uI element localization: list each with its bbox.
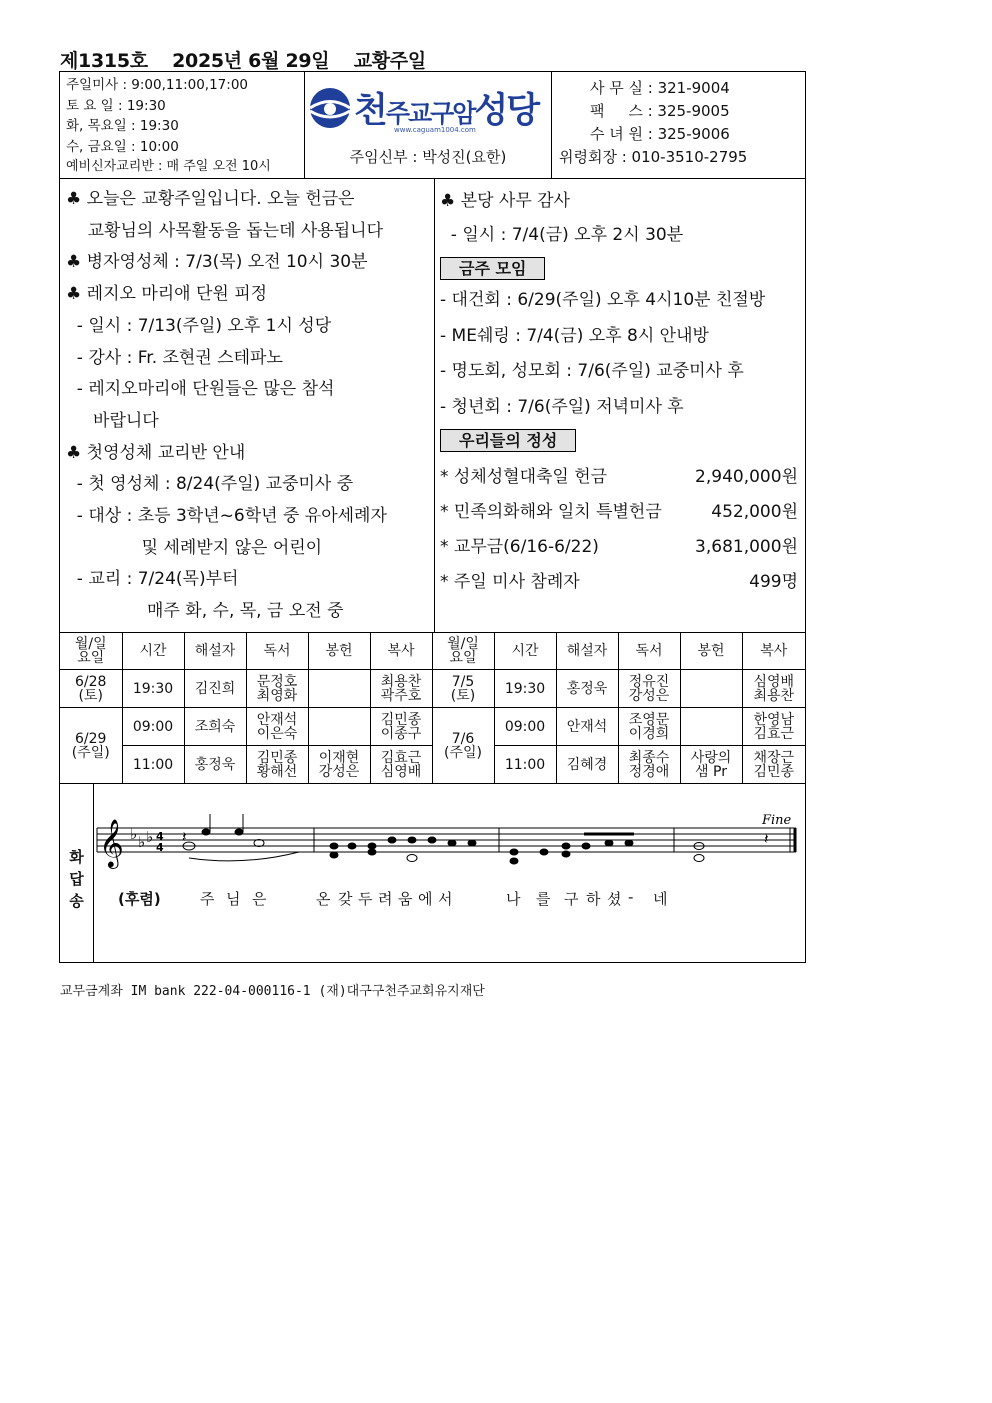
issue-feast: 교황주일 [353, 50, 426, 72]
psalm-label: 화 답 송 [60, 784, 94, 962]
header-section [60, 72, 805, 179]
church-logo-block [304, 72, 552, 178]
schedule-date-cell: 7/6 (주일) [432, 708, 494, 784]
offering-value: 452,000원 [711, 502, 798, 522]
schedule-cell: 김효근 심영배 [370, 746, 432, 784]
notice-line: 교황님의 사목활동을 돕는데 사용됩니다 [66, 220, 384, 241]
svg-text:♭: ♭ [138, 833, 146, 851]
mass-time-line: 주일미사 : 9:00,11:00,17:00 [66, 77, 249, 93]
church-logo [309, 85, 549, 135]
schedule-header-cell: 봉헌 [680, 632, 742, 670]
notice-line: 및 세례받지 않은 어린이 [66, 537, 323, 558]
offering-row [440, 530, 802, 565]
bulletin-frame [59, 71, 806, 963]
schedule-header-row [60, 632, 805, 670]
notice-line: ♣ 첫영성체 교리반 안내 [66, 442, 246, 463]
footer-account: 교무금계좌 IM bank 222-04-000116-1 (재)대구구천주교회유지재단 [60, 984, 485, 999]
contact-line: 위령회장 : 010-3510-2795 [559, 148, 748, 166]
schedule-cell: 19:30 [494, 670, 556, 708]
offerings-label: 우리들의 정성 [440, 429, 576, 452]
lyric-syllable: 나 [506, 890, 521, 908]
lyric-syllable: 움 [398, 890, 413, 908]
offering-row [440, 565, 802, 600]
offering-row [440, 495, 802, 530]
contact-line: 팩 스 : 325-9005 [590, 102, 730, 120]
offering-label: * 주일 미사 참례자 [440, 572, 580, 592]
mass-time-line: 예비신자교리반 : 매 주일 오전 10시 [66, 159, 271, 174]
audit-title: ♣ 본당 사무 감사 [440, 191, 570, 211]
schedule-cell: 정유진 강성은 [618, 670, 680, 708]
responsorial-psalm [60, 784, 805, 962]
contact-list [555, 77, 805, 169]
table-row [60, 708, 805, 746]
offering-value: 499명 [749, 572, 798, 592]
lyric-syllable: 구 [564, 890, 579, 908]
notices-section [60, 178, 805, 633]
notice-line: - 교리 : 7/24(목)부터 [66, 569, 239, 590]
lyric-syllable: - [628, 888, 634, 906]
meeting-item: - ME쉐링 : 7/4(금) 오후 8시 안내방 [440, 325, 709, 346]
lyric-syllable: 온 [316, 890, 331, 908]
schedule-header-cell: 복사 [370, 632, 432, 670]
schedule-header-cell: 독서 [246, 632, 308, 670]
notice-line: ♣ 병자영성체 : 7/3(목) 오전 10시 30분 [66, 252, 368, 273]
bulletin-title [60, 46, 444, 73]
lyric-syllable: 주 [200, 890, 215, 908]
schedule-cell: 한영남 김효근 [742, 708, 805, 746]
lyric-syllable: 려 [378, 890, 393, 908]
schedule-cell: 홍정욱 [556, 670, 618, 708]
schedule-cell: 09:00 [122, 708, 184, 746]
pastor-name: 주임신부 : 박성진(요한) [349, 148, 507, 166]
lyric-syllable: 갖 [338, 890, 353, 908]
notice-line: - 강사 : Fr. 조현권 스테파노 [66, 347, 283, 368]
schedule-cell: 김민종 이종구 [370, 708, 432, 746]
notice-line: 바랍니다 [66, 410, 159, 431]
offering-label: * 민족의화해와 일치 특별헌금 [440, 502, 662, 522]
svg-text:𝄽: 𝄽 [764, 830, 769, 848]
globe-icon [309, 87, 351, 129]
svg-text:4: 4 [156, 841, 164, 854]
notice-line: - 일시 : 7/13(주일) 오후 1시 성당 [66, 315, 332, 336]
svg-text:𝄽: 𝄽 [182, 828, 187, 846]
mass-times [66, 75, 271, 178]
schedule-cell: 최용찬 곽주호 [370, 670, 432, 708]
schedule-cell: 11:00 [494, 746, 556, 784]
schedule-header-cell: 시간 [494, 632, 556, 670]
schedule-cell [680, 670, 742, 708]
mass-time-line: 수, 금요일 : 10:00 [66, 138, 179, 155]
schedule-header-cell: 해설자 [556, 632, 618, 670]
schedule-cell: 이재현 강성은 [308, 746, 370, 784]
left-notices [66, 184, 434, 628]
mass-time-line: 토 요 일 : 19:30 [66, 97, 166, 114]
lyric-syllable: 네 [653, 890, 668, 908]
schedule-cell: 조영문 이경희 [618, 708, 680, 746]
notice-line: - 대상 : 초등 3학년~6학년 중 유아세례자 [66, 506, 387, 527]
schedule-cell: 안재석 [556, 708, 618, 746]
schedule-cell: 김진희 [184, 670, 246, 708]
schedule-cell: 김혜경 [556, 746, 618, 784]
svg-text:𝄞: 𝄞 [99, 818, 124, 867]
schedule-cell: 사랑의 샘 Pr [680, 746, 742, 784]
lyric-syllable: 두 [358, 890, 373, 908]
schedule-header-cell: 복사 [742, 632, 805, 670]
lyric-syllable: 셨 [607, 890, 622, 908]
table-row [60, 670, 805, 708]
offering-label: * 성체성혈대축일 헌금 [440, 467, 608, 487]
contact-line: 수 녀 원 : 325-9006 [590, 125, 730, 143]
schedule-cell: 채장근 김민종 [742, 746, 805, 784]
lyric-syllable: 를 [536, 890, 551, 908]
svg-text:Fine: Fine [762, 813, 792, 828]
meetings-list [440, 283, 802, 425]
schedule-header-cell: 해설자 [184, 632, 246, 670]
schedule-cell: 6/28 (토) [60, 670, 122, 708]
liturgy-schedule-table [60, 632, 805, 784]
schedule-cell: 조희숙 [184, 708, 246, 746]
schedule-header-cell: 월/일 요일 [432, 632, 494, 670]
schedule-cell [308, 670, 370, 708]
offering-row [440, 460, 802, 495]
meeting-item: - 명도회, 성모회 : 7/6(주일) 교중미사 후 [440, 361, 744, 381]
issue-date: 2025년 6월 29일 [172, 50, 330, 72]
schedule-cell: 문정호 최영화 [246, 670, 308, 708]
contact-line: 사 무 실 : 321-9004 [590, 79, 730, 97]
column-divider [434, 178, 435, 632]
schedule-cell: 심영배 최용찬 [742, 670, 805, 708]
schedule-cell: 최종수 정경애 [618, 746, 680, 784]
schedule-cell: 홍정욱 [184, 746, 246, 784]
right-notices [440, 184, 802, 600]
notice-line: ♣ 오늘은 교황주일입니다. 오늘 헌금은 [66, 189, 355, 209]
schedule-cell: 19:30 [122, 670, 184, 708]
notice-line: 매주 화, 수, 목, 금 오전 중 [66, 601, 344, 622]
music-staff [94, 784, 805, 962]
svg-text:♭: ♭ [146, 828, 154, 846]
offering-value: 2,940,000원 [695, 467, 798, 487]
logo-url: www.caguam1004.com [394, 126, 476, 134]
logo-wordmark: 천주교구암성당 [354, 91, 539, 131]
schedule-date-cell: 6/29 (주일) [60, 708, 122, 784]
svg-text:4: 4 [156, 830, 164, 843]
notice-line: - 첫 영성체 : 8/24(주일) 교중미사 중 [66, 474, 354, 495]
meeting-item: - 청년회 : 7/6(주일) 저녁미사 후 [440, 396, 684, 417]
lyric-syllable: 에 [418, 890, 433, 908]
schedule-header-cell: 시간 [122, 632, 184, 670]
schedule-cell: 11:00 [122, 746, 184, 784]
mass-time-line: 화, 목요일 : 19:30 [66, 118, 179, 134]
schedule-cell: 7/5 (토) [432, 670, 494, 708]
lyric-syllable: 하 [586, 890, 601, 908]
notice-line: - 레지오마리애 단원들은 많은 참석 [66, 379, 335, 400]
svg-text:♭: ♭ [130, 825, 138, 843]
schedule-cell [680, 708, 742, 746]
notice-line: ♣ 레지오 마리애 단원 피정 [66, 284, 268, 305]
schedule-cell [308, 708, 370, 746]
lyric-syllable: 서 [438, 890, 453, 908]
offering-label: * 교무금(6/16-6/22) [440, 537, 599, 557]
schedule-header-cell: 월/일 요일 [60, 632, 122, 670]
schedule-header-cell: 독서 [618, 632, 680, 670]
psalm-refrain-label: (후렴) [118, 890, 161, 908]
lyric-syllable: 은 [252, 890, 267, 908]
audit-detail: - 일시 : 7/4(금) 오후 2시 30분 [440, 225, 684, 245]
offering-value: 3,681,000원 [695, 537, 798, 557]
lyric-syllable: 님 [226, 890, 241, 908]
meeting-item: - 대건회 : 6/29(주일) 오후 4시10분 친절방 [440, 290, 766, 310]
offerings-list [440, 460, 802, 600]
schedule-cell: 09:00 [494, 708, 556, 746]
schedule-header-cell: 봉헌 [308, 632, 370, 670]
schedule-cell: 김민종 황해선 [246, 746, 308, 784]
issue-number: 제1315호 [60, 50, 148, 72]
meetings-label: 금주 모임 [440, 257, 545, 280]
schedule-cell: 안재석 이은숙 [246, 708, 308, 746]
